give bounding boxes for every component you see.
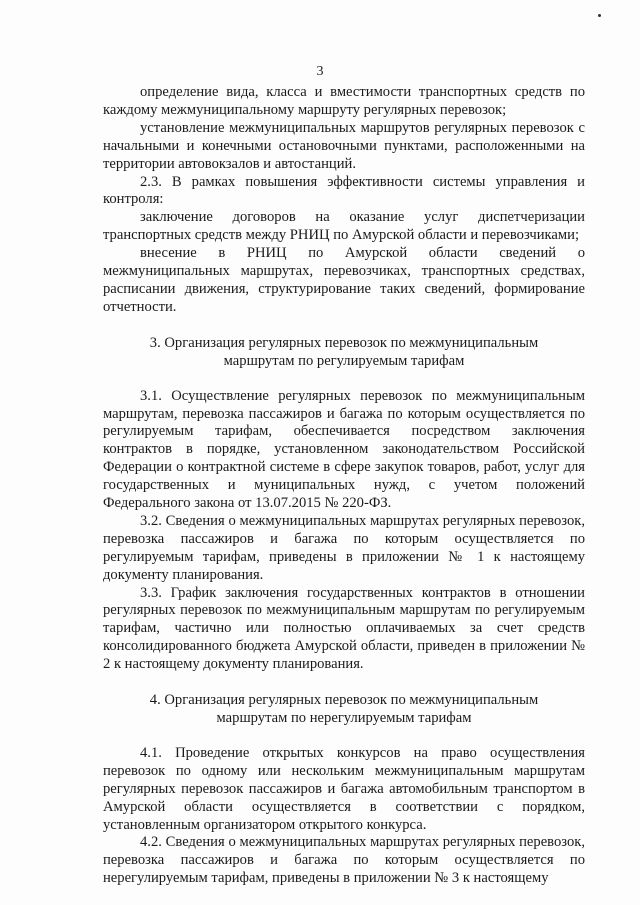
document-body — [103, 84, 585, 888]
paragraph-4-1: 4.1. Проведение открытых конкурсов на право осуществления перевозок по одному или нескольким межмуниципальным маршрутам регулярных перевозок пассажиров и багажа автомобильным транспортом в Амурской области осуществляется в соответствии с порядком, установленным организатором открытого конкурса. — [103, 744, 585, 833]
page-number: 3 — [316, 64, 324, 79]
section-4-heading-line1: 4. Организация регулярных перевозок по межмуниципальным — [149, 692, 539, 709]
section-3-heading-line1: 3. Организация регулярных перевозок по межмуниципальным — [149, 334, 539, 351]
paragraph-3-2: 3.2. Сведения о межмуниципальных маршрутах регулярных перевозок, перевозка пассажиров и багажа по которым осуществляется по регулируемым тарифам, приведены в приложении № 1 к настоящему документу планирования. — [103, 512, 585, 583]
section-4-heading-line2: маршрутам по нерегулируемым тарифам — [216, 710, 472, 726]
paragraph-dispatch-contracts: заключение договоров на оказание услуг диспетчеризации транспортных средств между РНИЦ по Амурской области и перевозчиками; — [103, 209, 585, 244]
paragraph-3-1: 3.1. Осуществление регулярных перевозок по межмуниципальным маршрутам, перевозка пассажиров и багажа по которым осуществляется по регулируемым тарифам, обеспечивается посредством заключения контрактов в порядке, установленном законодательством Российской Федерации о контрактной системе в сфере закупок товаров, работ, услуг для государственных и муниципальных нужд, с учетом положений Федерального закона от 13.07.2015 № 220-ФЗ. — [103, 387, 585, 512]
paragraph-4-2: 4.2. Сведения о межмуниципальных маршрутах регулярных перевозок, перевозка пассажиров и багажа по которым осуществляется по нерегулируемым тарифам, приведены в приложении № 3 к настоящему — [103, 834, 585, 887]
paragraph-2-3: 2.3. В рамках повышения эффективности системы управления и контроля: — [103, 173, 585, 208]
paragraph-vehicle-class: определение вида, класса и вместимости транспортных средств по каждому межмуниципальному маршруту регулярных перевозок; — [103, 84, 585, 118]
section-3-heading-line2: маршрутам по регулируемым тарифам — [223, 352, 465, 369]
paragraph-rnic-data: внесение в РНИЦ по Амурской области сведений о межмуниципальных маршрутах, перевозчиках, транспортных средствах, расписании движения, структурирование таких сведений, формирование отчетности. — [103, 245, 585, 315]
paragraph-3-3: 3.3. График заключения государственных контрактов в отношении регулярных перевозок по межмуниципальным маршрутам по регулируемым тарифам, частично или полностью оплачиваемых за счет средств консолидированного бюджета Амурской области, приведен в приложении № 2 к настоящему документу планирования. — [103, 584, 585, 673]
paragraph-route-establishment: установление межмуниципальных маршрутов регулярных перевозок с начальными и конечными остановочными пунктами, расположенными на территории автовокзалов и автостанций. — [103, 119, 585, 172]
scan-dot-mark — [598, 14, 601, 17]
